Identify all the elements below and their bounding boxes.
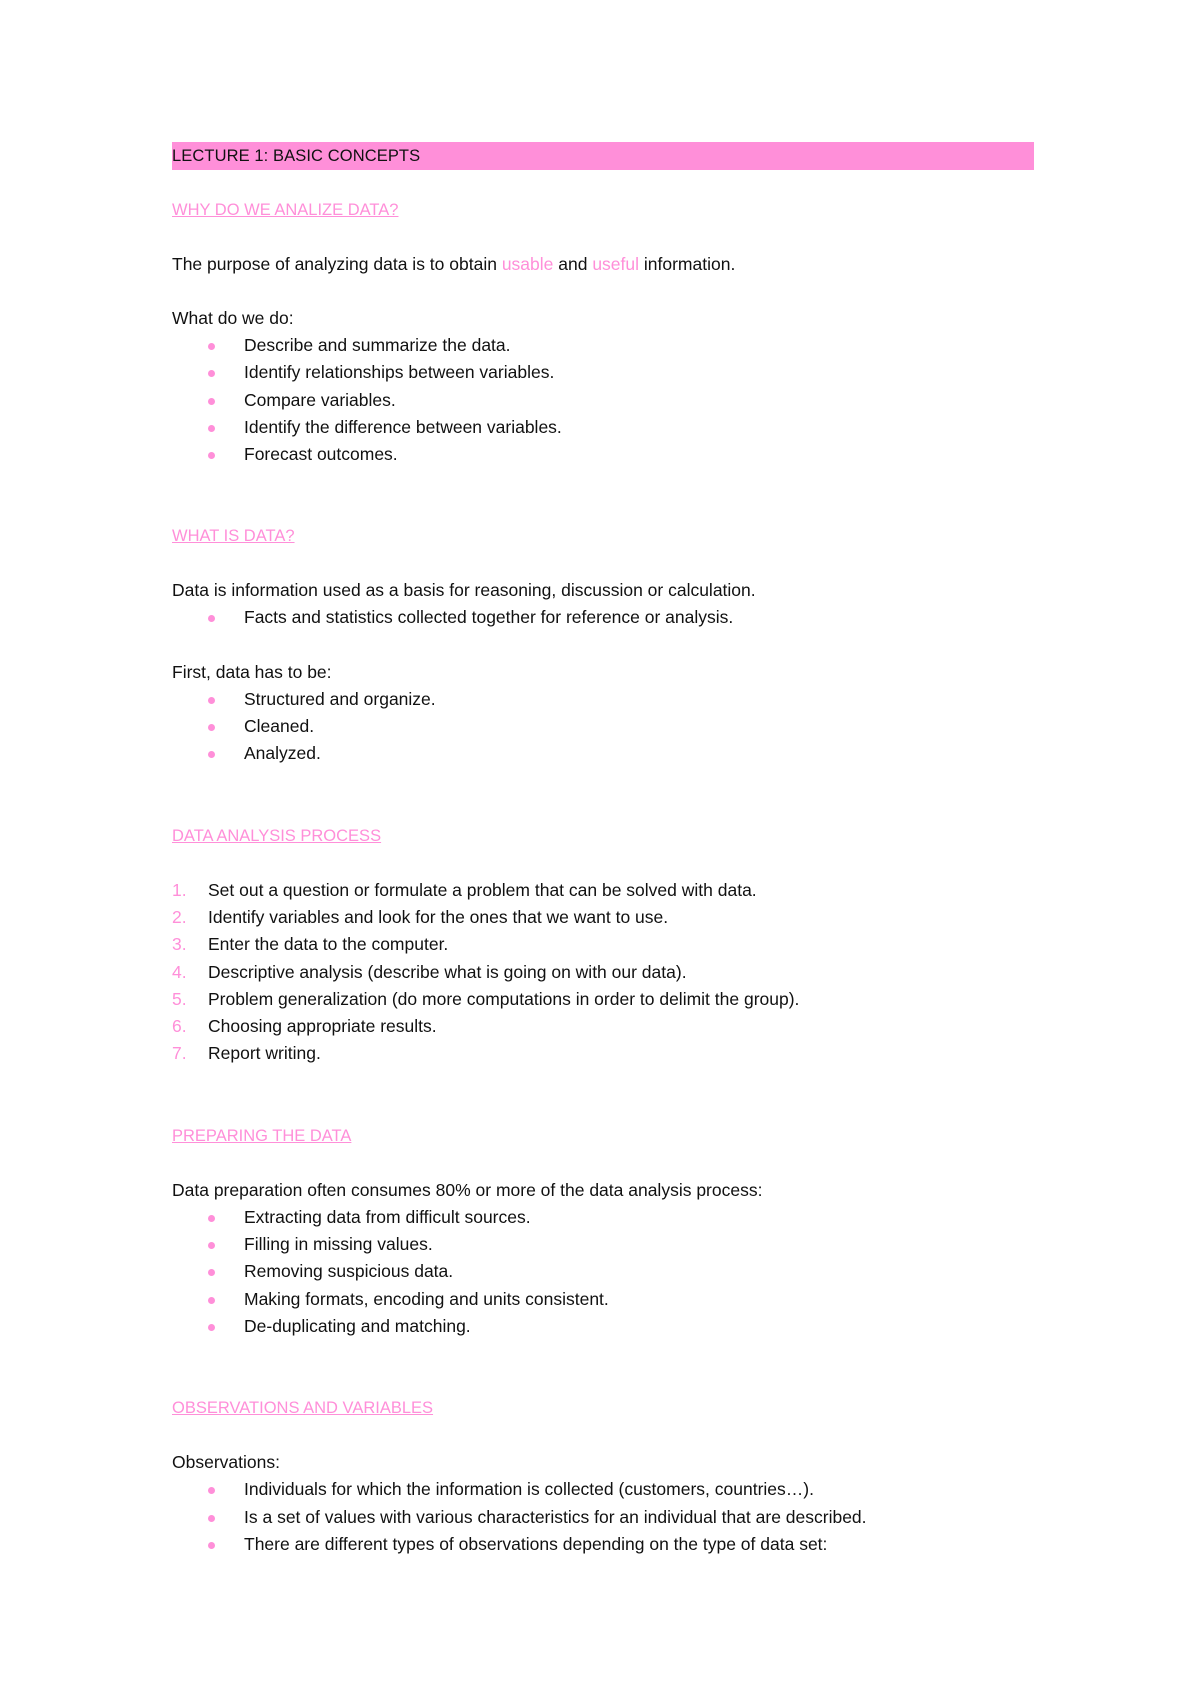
list-item-text: Cleaned. bbox=[244, 716, 315, 737]
section-heading: WHY DO WE ANALIZE DATA? bbox=[172, 201, 399, 219]
bullet-icon bbox=[208, 1487, 215, 1494]
list-lead: First, data has to be: bbox=[172, 661, 332, 682]
list-item-text: Making formats, encoding and units consistent. bbox=[244, 1288, 609, 1309]
list-item bbox=[172, 332, 1034, 359]
list-item bbox=[172, 877, 1034, 904]
list-item bbox=[172, 986, 1034, 1013]
list-item bbox=[172, 713, 1034, 740]
list-item-text: Compare variables. bbox=[244, 389, 396, 410]
list-item-text: Individuals for which the information is collected (customers, countries…). bbox=[244, 1479, 814, 1500]
bullet-list bbox=[172, 332, 1034, 468]
list-item bbox=[172, 740, 1034, 767]
section-heading: WHAT IS DATA? bbox=[172, 527, 295, 546]
bullet-icon bbox=[208, 452, 215, 459]
purpose-text-middle: and bbox=[553, 254, 593, 274]
bullet-icon bbox=[208, 398, 215, 405]
purpose-text-start: The purpose of analyzing data is to obtain bbox=[172, 254, 502, 274]
list-item bbox=[172, 1231, 1034, 1258]
bullet-list bbox=[172, 1204, 1034, 1340]
bullet-icon bbox=[208, 724, 215, 731]
list-item bbox=[172, 387, 1034, 414]
bullet-icon bbox=[208, 1297, 215, 1304]
list-lead: Observations: bbox=[172, 1452, 280, 1473]
bullet-list bbox=[172, 686, 1034, 768]
bullet-icon bbox=[208, 1215, 215, 1222]
list-item bbox=[172, 1204, 1034, 1231]
step-number: 5. bbox=[172, 988, 187, 1009]
step-number: 2. bbox=[172, 906, 187, 927]
section-analysis-process bbox=[172, 823, 1034, 1068]
section-preparing-data bbox=[172, 1123, 1034, 1340]
bullet-list bbox=[172, 1476, 1034, 1558]
list-item bbox=[172, 931, 1034, 958]
list-item-text: There are different types of observations depending on the type of data set: bbox=[244, 1533, 828, 1554]
list-item bbox=[172, 1286, 1034, 1313]
list-item-text: Analyzed. bbox=[244, 743, 321, 764]
spacer bbox=[172, 1340, 1034, 1395]
numbered-list bbox=[172, 877, 1034, 1068]
list-item bbox=[172, 441, 1034, 468]
list-item-text: Describe and summarize the data. bbox=[244, 335, 511, 355]
spacer bbox=[172, 1068, 1034, 1123]
bullet-list bbox=[172, 604, 1034, 631]
list-item-text: Problem generalization (do more computations in order to delimit the group). bbox=[208, 988, 800, 1009]
list-item-text: Extracting data from difficult sources. bbox=[244, 1206, 531, 1227]
bullet-icon bbox=[208, 1242, 215, 1249]
bullet-icon bbox=[208, 1515, 215, 1522]
list-item bbox=[172, 1476, 1034, 1503]
list-item bbox=[172, 1040, 1034, 1067]
section-heading: PREPARING THE DATA bbox=[172, 1126, 352, 1145]
list-item bbox=[172, 414, 1034, 441]
section-heading: OBSERVATIONS AND VARIABLES bbox=[172, 1399, 434, 1418]
bullet-icon bbox=[208, 425, 215, 432]
list-item bbox=[172, 959, 1034, 986]
highlight-usable: usable bbox=[501, 254, 554, 274]
list-item-text: Facts and statistics collected together for reference or analysis. bbox=[244, 607, 734, 628]
section-observations-variables bbox=[172, 1395, 1034, 1558]
list-item-text: Report writing. bbox=[208, 1043, 321, 1064]
section-why-analyze bbox=[172, 197, 1034, 468]
spacer bbox=[172, 468, 1034, 523]
bullet-icon bbox=[208, 370, 215, 377]
bullet-icon bbox=[208, 1269, 215, 1276]
step-number: 4. bbox=[172, 961, 187, 982]
step-number: 1. bbox=[172, 879, 187, 900]
bullet-icon bbox=[208, 1324, 215, 1331]
list-item-text: Identify variables and look for the ones that we want to use. bbox=[208, 906, 669, 927]
list-lead: What do we do: bbox=[172, 308, 294, 328]
list-item-text: Removing suspicious data. bbox=[244, 1261, 454, 1282]
list-item bbox=[172, 1504, 1034, 1531]
list-item-text: De-duplicating and matching. bbox=[244, 1315, 471, 1336]
list-item-text: Identify the difference between variables. bbox=[244, 416, 562, 437]
list-item-text: Identify relationships between variables. bbox=[244, 362, 555, 383]
list-item-text: Forecast outcomes. bbox=[244, 444, 398, 465]
lecture-title: LECTURE 1: BASIC CONCEPTS bbox=[172, 142, 1034, 170]
purpose-text-end: information. bbox=[639, 254, 736, 274]
list-item-text: Set out a question or formulate a problem that can be solved with data. bbox=[208, 879, 757, 900]
document-page bbox=[172, 142, 1034, 1558]
section-what-is-data bbox=[172, 523, 1034, 767]
bullet-icon bbox=[208, 1542, 215, 1549]
step-number: 6. bbox=[172, 1016, 187, 1037]
list-item bbox=[172, 1258, 1034, 1285]
bullet-icon bbox=[208, 343, 215, 350]
bullet-icon bbox=[208, 697, 215, 704]
list-item bbox=[172, 904, 1034, 931]
definition-paragraph: Data is information used as a basis for reasoning, discussion or calculation. bbox=[172, 580, 756, 601]
step-number: 3. bbox=[172, 934, 187, 955]
step-number: 7. bbox=[172, 1043, 187, 1064]
bullet-icon bbox=[208, 615, 215, 622]
bullet-icon bbox=[208, 751, 215, 758]
list-item-text: Is a set of values with various characteristics for an individual that are described. bbox=[244, 1506, 867, 1527]
spacer bbox=[172, 768, 1034, 823]
list-item-text: Choosing appropriate results. bbox=[208, 1016, 437, 1037]
list-item bbox=[172, 604, 1034, 631]
list-item-text: Enter the data to the computer. bbox=[208, 934, 449, 955]
list-lead: Data preparation often consumes 80% or more of the data analysis process: bbox=[172, 1179, 763, 1200]
list-item bbox=[172, 1531, 1034, 1558]
list-item bbox=[172, 359, 1034, 386]
highlight-useful: useful bbox=[592, 254, 640, 274]
list-item-text: Descriptive analysis (describe what is going on with our data). bbox=[208, 961, 687, 982]
list-item bbox=[172, 1313, 1034, 1340]
purpose-paragraph bbox=[172, 251, 1034, 278]
list-item bbox=[172, 1013, 1034, 1040]
list-item bbox=[172, 686, 1034, 713]
list-item-text: Filling in missing values. bbox=[244, 1234, 433, 1255]
list-item-text: Structured and organize. bbox=[244, 688, 436, 709]
section-heading: DATA ANALYSIS PROCESS bbox=[172, 826, 382, 845]
spacer bbox=[172, 170, 1034, 197]
